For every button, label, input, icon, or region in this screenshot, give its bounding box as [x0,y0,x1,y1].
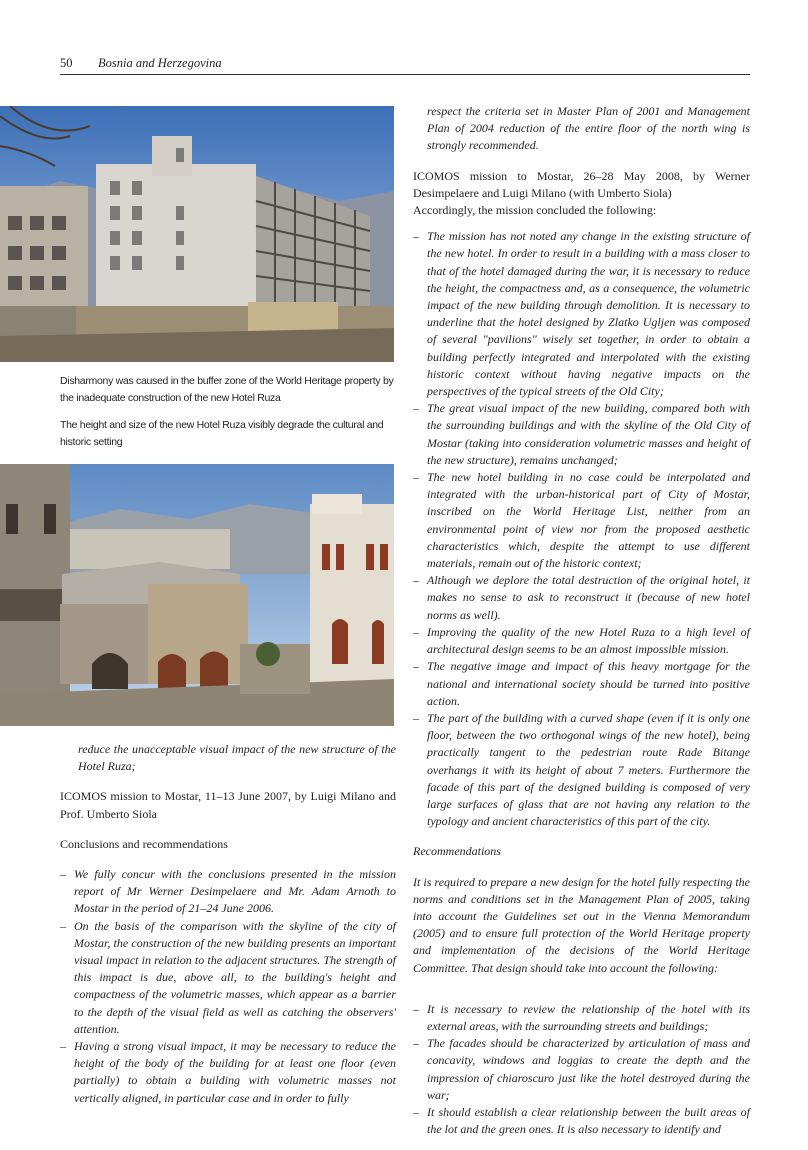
mission-2008-list [413,228,750,830]
list-item: – The mission has not noted any change in the existing structure of the new hotel. In order to result in a building with a mass closer to that of the hotel damaged during the war, it is necessary to reduce the height, the compactness and, as a consequence, the volumetric impact of the new building through demolition. It is necessary to underline that the hotel designed by Zlatko Ugljen was composed of several "pavilions" wisely set together, in order to obtain a building perfectly integrated and interpolated with the existing historic context without having negative impacts on the perspectives of the typical streets of the Old City; [413,228,750,400]
photo-old-city [0,464,394,726]
left-continuation: reduce the unacceptable visual impact of the new structure of the Hotel Ruza; [78,742,396,774]
list-item: – Although we deplore the total destruction of the original hotel, it makes no sense to ask to reconstruct it (because of new hotel norms as well). [413,572,750,624]
list-item: – It should establish a clear relationship between the built areas of the lot and the green ones. It is also necessary to identify and [413,1104,750,1138]
page-header [60,56,750,75]
photo-new-hotel [0,106,394,362]
conclusions-heading: Conclusions and recommendations [60,836,228,851]
mission-2008-intro: Accordingly, the mission concluded the following: [413,203,657,218]
right-column [413,103,750,1138]
list-item: – It is necessary to review the relationship of the hotel with its external areas, with the surrounding streets and buildings; [413,1001,750,1035]
running-title: Bosnia and Herzegovina [98,56,222,70]
list-item: – We fully concur with the conclusions presented in the mission report of Mr Werner Desimpelaere and Mr. Adam Arnoth to Mostar in the period of 21–24 June 2006. [60,866,396,918]
mission-2008-heading: ICOMOS mission to Mostar, 26–28 May 2008, by Werner Desimpelaere and Luigi Milano (with Umberto Siola) [413,168,750,200]
recommendations-paragraph: It is required to prepare a new design for the hotel fully respecting the norms and conditions set in the Management Plan of 2005, taking into account the Guidelines set out in the Vienna Memorandum (2005) and to ensure full protection of the World Heritage property and implementation of the decisions of the World Heritage Committee. That design should take into account the following: [413,874,750,975]
list-item: – The great visual impact of the new building, compared both with the surrounding buildings and with the skyline of the Old City of Mostar (taking into consideration volumetric masses and height of the new structure), remains unchanged; [413,400,750,469]
page-number: 50 [60,56,73,70]
conclusions-list [60,866,396,1107]
caption-disharmony: Disharmony was caused in the buffer zone of the World Heritage property by the inadequate construction of the new Hotel Ruza [60,375,394,404]
right-continuation: respect the criteria set in Master Plan of 2001 and Management Plan of 2004 reduction of the entire floor of the north wing is strongly recommended. [427,104,750,153]
caption-height-size: The height and size of the new Hotel Ruza visibly degrade the cultural and historic setting [60,419,384,448]
photo-caption-1 [60,373,398,451]
recommendations-heading: Recommendations [413,844,501,859]
mission-2007-heading: ICOMOS mission to Mostar, 11–13 June 2007, by Luigi Milano and Prof. Umberto Siola [60,789,396,821]
recommendations-list [413,1001,750,1139]
list-item: – The facades should be characterized by articulation of mass and concavity, windows and loggias to create the depth and the impression of chiaroscuro just like the hotel destroyed during the war; [413,1035,750,1104]
list-item: – The part of the building with a curved shape (even if it is only one floor, between the two orthogonal wings of the new hotel), being practically tangent to the pedestrian route Rade Bitange overhangs it with its height of about 7 meters. Furthermore the facade of this part of the designed building is composed of very large surfaces of glass that are not having any relation to the typology and ancient characteristics of this part of the city. [413,710,750,830]
left-column [60,741,396,1107]
list-item: – Improving the quality of the new Hotel Ruza to a high level of architectural design seems to be an almost impossible mission. [413,624,750,658]
list-item: – The negative image and impact of this heavy mortgage for the national and international society should be turned into positive action. [413,658,750,710]
list-item: – The new hotel building in no case could be interpolated and integrated with the urban-historical part of City of Mostar, inscribed on the World Heritage List, neither from an environmental point of view nor from the proposed aesthetic characteristics which, despite the attempt to use different materials, remain out of the historic context; [413,469,750,572]
list-item: – On the basis of the comparison with the skyline of the city of Mostar, the construction of the new building presents an important visual impact in relation to the adjacent structures. The strength of this impact is due, above all, to the building's height and compactness of the volumetric masses, which appear as a barrier to the depth of the visual field as well as catching the observers' attention. [60,918,396,1038]
list-item: – Having a strong visual impact, it may be necessary to reduce the height of the body of the building for at least one floor (even partially) to obtain a building with volumetric masses not vertically aligned, in particular case and in order to fully [60,1038,396,1107]
